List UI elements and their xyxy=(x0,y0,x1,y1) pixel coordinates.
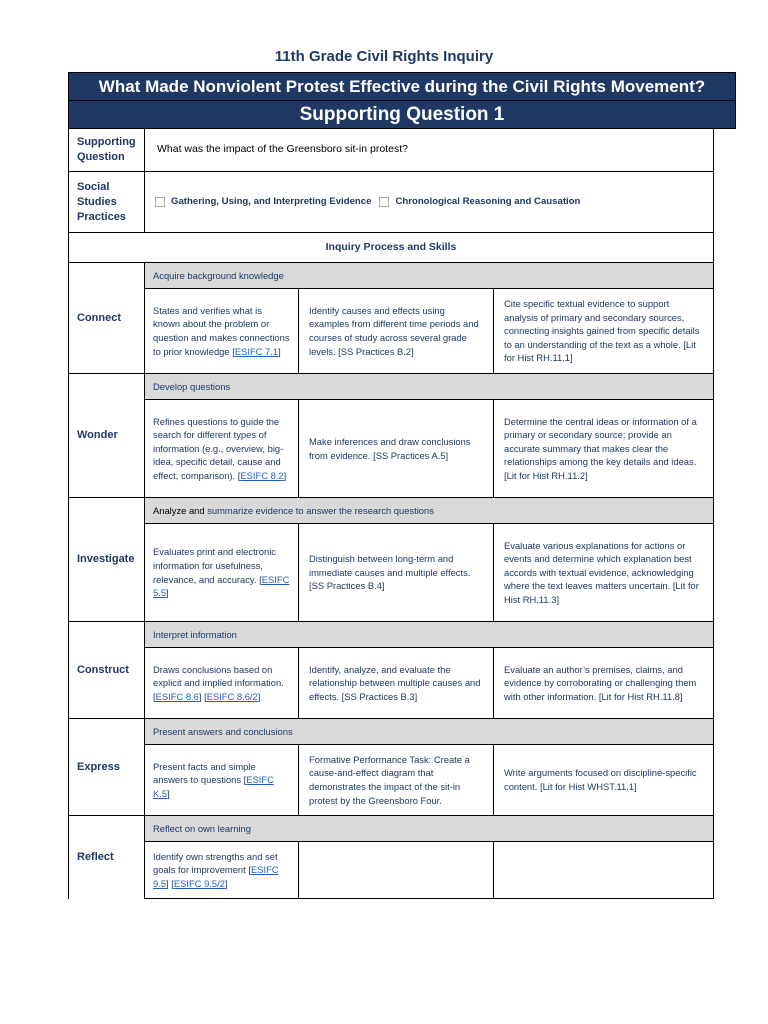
express-col3: Write arguments focused on discipline-specific content. [Lit for Hist WHST.11.1] xyxy=(493,744,714,816)
reflect-col3 xyxy=(493,841,714,899)
construct-col3: Evaluate an author’s premises, claims, and evidence by corroborating or challenging them with other information. [Lit for Hist RH.11.8] xyxy=(493,647,714,719)
standard-link[interactable]: ESIFC 9.5/2 xyxy=(173,877,225,889)
construct-col2: Identify, analyze, and evaluate the relationship between multiple causes and effects. [SS Practices B.3] xyxy=(298,647,494,719)
reflect-col2 xyxy=(298,841,494,899)
express-col2: Formative Performance Task: Create a cause-and-effect diagram that demonstrates the impact of the sit-in protest by the Greensboro Four. xyxy=(298,744,494,816)
document-title: 11th Grade Civil Rights Inquiry xyxy=(274,48,494,65)
standard-link[interactable]: ESIFC 8.6/2 xyxy=(206,690,258,702)
investigate-col2: Distinguish between long-term and immediate causes and multiple effects. [SS Practices B.4] xyxy=(298,523,494,622)
wonder-col1: Refines questions to guide the search for different types of information (e.g., overview, big-idea, specific detail, cause and effect, comparison). [ESIFC 8.2] xyxy=(144,399,299,498)
investigate-col1: Evaluates print and electronic information for usefulness, relevance, and accuracy. [ESIFC 5.5] xyxy=(144,523,299,622)
checkbox-icon[interactable] xyxy=(379,197,389,207)
practices-label: Social Studies Practices xyxy=(68,171,145,233)
reflect-col1: Identify own strengths and set goals for improvement [ESIFC 9.5] [ESIFC 9.5/2] xyxy=(144,841,299,899)
reflect-subheading: Reflect on own learning xyxy=(144,815,714,842)
checkbox-icon[interactable] xyxy=(155,197,165,207)
construct-col1: Draws conclusions based on explicit and implied information. [ESIFC 8.6] [ESIFC 8.6/2] xyxy=(144,647,299,719)
standard-link[interactable]: ESIFC 5.5 xyxy=(153,573,290,599)
wonder-col3: Determine the central ideas or information of a primary or secondary source; provide an accurate summary that makes clear the relationships among the key details and ideas. [Lit for Hist RH.11.2] xyxy=(493,399,714,498)
connect-col3: Cite specific textual evidence to support analysis of primary and secondary sources, connecting insights gained from specific details to an understanding of the text as a whole. [Lit for Hist RH.11.1] xyxy=(493,288,714,374)
practice-item: Chronological Reasoning and Causation xyxy=(395,196,581,208)
wonder-col2: Make inferences and draw conclusions from evidence. [SS Practices A.5] xyxy=(298,399,494,498)
practices-list xyxy=(144,171,714,233)
standard-link[interactable]: ESIFC 8.2 xyxy=(240,469,284,481)
wonder-subheading: Develop questions xyxy=(144,373,714,400)
connect-col1: States and verifies what is known about the problem or question and makes connections to prior knowledge [ESIFC 7.1] xyxy=(144,288,299,374)
row-label-express: Express xyxy=(68,718,145,816)
construct-subheading: Interpret information xyxy=(144,621,714,648)
row-label-construct: Construct xyxy=(68,621,145,719)
standard-link[interactable]: ESIFC K.5 xyxy=(153,774,274,799)
standard-link[interactable]: ESIFC 7.1 xyxy=(234,345,279,357)
investigate-subheading: Analyze and summarize evidence to answer the research questions xyxy=(144,497,714,524)
standard-link[interactable]: ESIFC 9.5 xyxy=(153,864,279,889)
connect-subheading: Acquire background knowledge xyxy=(144,262,714,289)
row-label-wonder: Wonder xyxy=(68,373,145,498)
supporting-question-banner: Supporting Question 1 xyxy=(68,100,736,129)
practice-item: Gathering, Using, and Interpreting Evidence xyxy=(171,196,372,208)
compelling-question-banner: What Made Nonviolent Protest Effective during the Civil Rights Movement? xyxy=(68,72,736,101)
connect-col2: Identify causes and effects using examples from different time periods and courses of study across several grade levels. [SS Practices B.2] xyxy=(298,288,494,374)
supporting-question-text: What was the impact of the Greensboro sit-in protest? xyxy=(144,128,714,172)
standard-link[interactable]: ESIFC 8.6 xyxy=(155,690,199,702)
row-label-reflect: Reflect xyxy=(68,815,145,899)
express-col1: Present facts and simple answers to questions [ESIFC K.5] xyxy=(144,744,299,816)
express-subheading: Present answers and conclusions xyxy=(144,718,714,745)
investigate-col3: Evaluate various explanations for actions or events and determine which explanation best accords with textual evidence, acknowledging where the text leaves matters uncertain. [Lit for Hist RH.11.3] xyxy=(493,523,714,622)
row-label-connect: Connect xyxy=(68,262,145,374)
row-label-investigate: Investigate xyxy=(68,497,145,622)
supporting-question-label: Supporting Question xyxy=(68,128,145,172)
inquiry-header: Inquiry Process and Skills xyxy=(68,232,714,263)
